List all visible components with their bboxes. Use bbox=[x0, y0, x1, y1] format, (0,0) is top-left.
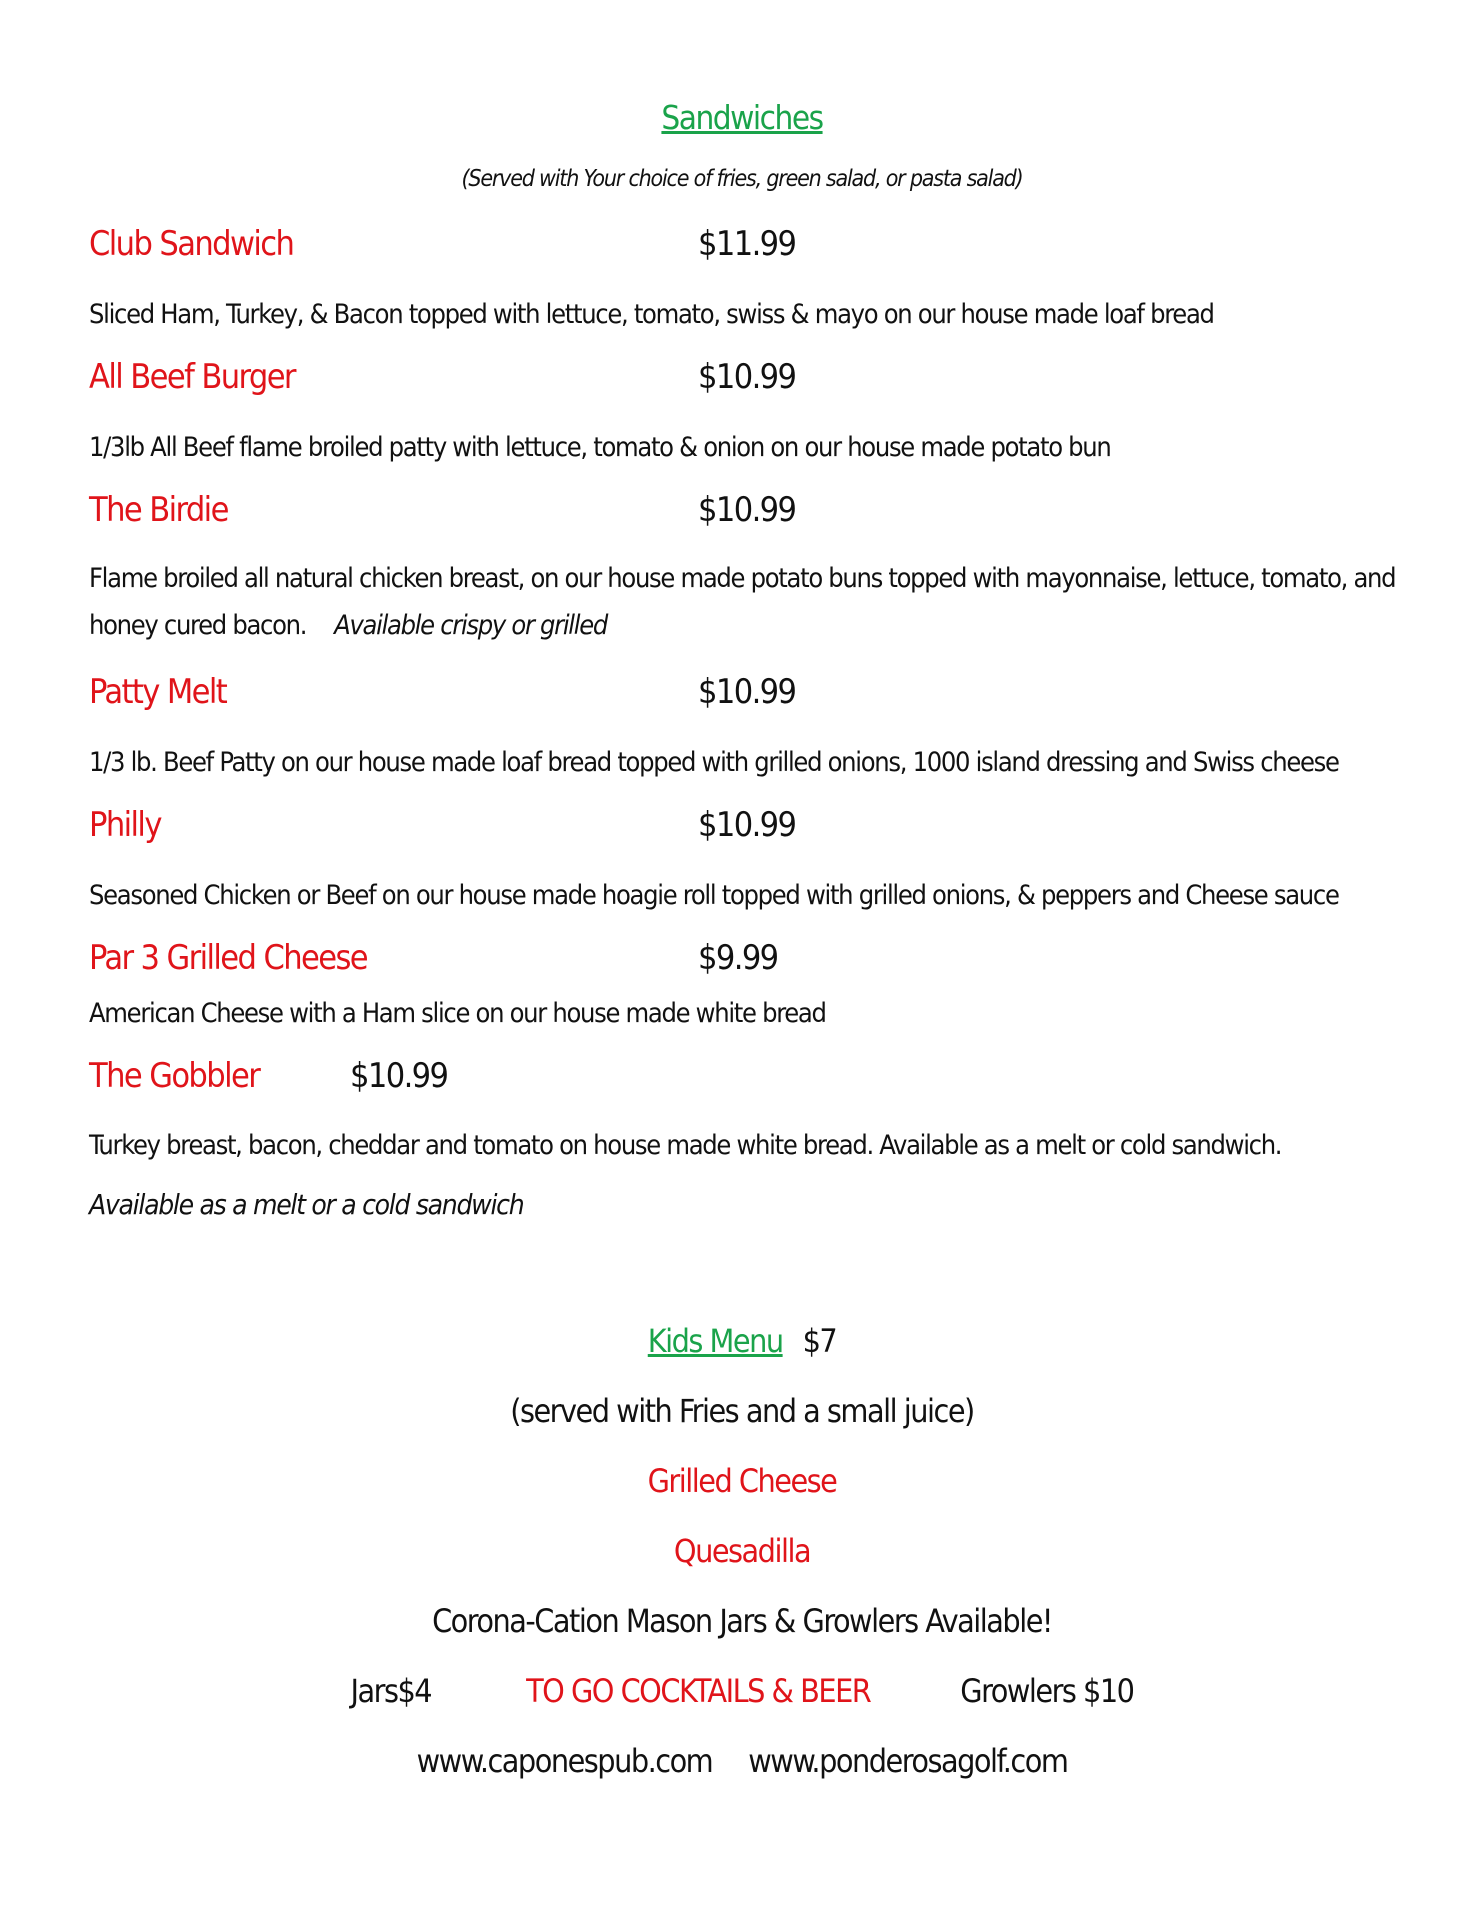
item-desc-club-sandwich: Sliced Ham, Turkey, & Bacon topped with lettuce, tomato, swiss & mayo on our house made loaf bread bbox=[89, 299, 1214, 330]
item-price-the-gobbler: $10.99 bbox=[350, 1056, 448, 1096]
website-caponespub-link[interactable]: www.caponespub.com bbox=[416, 1742, 713, 1780]
item-desc-all-beef-burger: 1/3lb All Beef flame broiled patty with lettuce, tomato & onion on our house made potato bun bbox=[89, 432, 1111, 463]
jars-price: Jars$4 bbox=[350, 1672, 432, 1710]
item-price-all-beef-burger: $10.99 bbox=[698, 357, 796, 397]
item-name-philly: Philly bbox=[89, 805, 161, 845]
item-desc-the-birdie-text: Flame broiled all natural chicken breast, on our house made potato buns topped with mayonnaise, lettuce, tomato, and honey cured bacon. bbox=[89, 563, 1396, 641]
website-ponderosagolf-link[interactable]: www.ponderosagolf.com bbox=[748, 1742, 1068, 1780]
item-name-par-3-grilled-cheese: Par 3 Grilled Cheese bbox=[89, 938, 368, 978]
kids-item-quesadilla: Quesadilla bbox=[673, 1532, 811, 1570]
kids-item-grilled-cheese: Grilled Cheese bbox=[647, 1462, 837, 1500]
sandwiches-subtitle: (Served with Your choice of fries, green salad, or pasta salad) bbox=[461, 166, 1023, 192]
item-note-the-gobbler: Available as a melt or a cold sandwich bbox=[89, 1188, 524, 1221]
item-price-club-sandwich: $11.99 bbox=[698, 224, 796, 264]
item-desc-the-gobbler: Turkey breast, bacon, cheddar and tomato on house made white bread. Available as a melt or cold sandwich. bbox=[89, 1130, 1282, 1161]
item-price-par-3-grilled-cheese: $9.99 bbox=[698, 938, 778, 978]
item-name-the-gobbler: The Gobbler bbox=[89, 1056, 260, 1096]
kids-menu-header bbox=[0, 1322, 1484, 1360]
item-price-patty-melt: $10.99 bbox=[698, 672, 796, 712]
to-go-line bbox=[0, 1672, 1484, 1710]
item-name-all-beef-burger: All Beef Burger bbox=[89, 357, 295, 397]
item-name-patty-melt: Patty Melt bbox=[89, 672, 227, 712]
promo-line: Corona-Cation Mason Jars & Growlers Available! bbox=[432, 1602, 1052, 1640]
item-desc-the-birdie bbox=[89, 555, 1409, 649]
item-name-the-birdie: The Birdie bbox=[89, 490, 228, 530]
item-price-the-birdie: $10.99 bbox=[698, 490, 796, 530]
kids-menu-title: Kids Menu bbox=[647, 1322, 783, 1360]
kids-menu-subtitle: (served with Fries and a small juice) bbox=[510, 1392, 974, 1430]
sandwiches-title: Sandwiches bbox=[661, 98, 823, 137]
item-desc-patty-melt: 1/3 lb. Beef Patty on our house made loaf bread topped with grilled onions, 1000 island dressing and Swiss cheese bbox=[89, 747, 1339, 778]
item-desc-par-3-grilled-cheese: American Cheese with a Ham slice on our house made white bread bbox=[89, 998, 826, 1029]
to-go-cocktails-label: TO GO COCKTAILS & BEER bbox=[526, 1672, 871, 1710]
kids-menu-price: $7 bbox=[802, 1322, 837, 1360]
item-name-club-sandwich: Club Sandwich bbox=[89, 224, 294, 264]
item-desc-philly: Seasoned Chicken or Beef on our house made hoagie roll topped with grilled onions, & peppers and Cheese sauce bbox=[89, 880, 1339, 911]
item-price-philly: $10.99 bbox=[698, 805, 796, 845]
item-note-the-birdie: Available crispy or grilled bbox=[334, 610, 607, 641]
growlers-price: Growlers $10 bbox=[960, 1672, 1134, 1710]
websites-line bbox=[0, 1742, 1484, 1780]
